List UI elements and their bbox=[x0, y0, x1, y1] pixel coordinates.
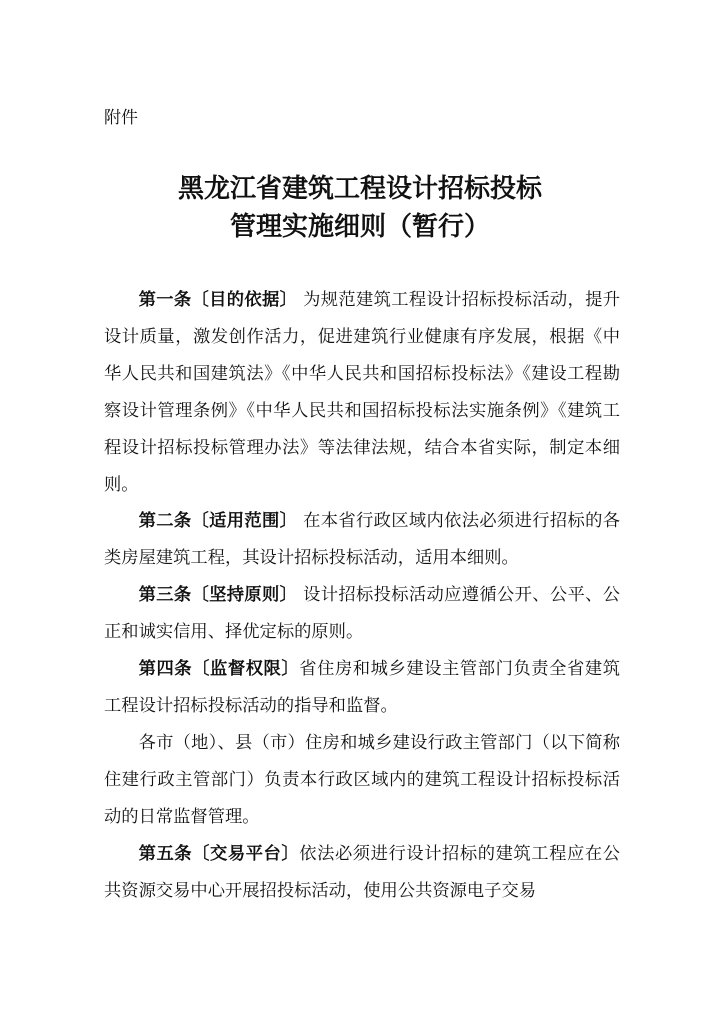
article-1 bbox=[104, 282, 620, 503]
article-5 bbox=[104, 836, 620, 910]
article-text: 依法必须进行设计招标的建筑工程应在公共资源交易中心开展招投标活动，使用公共资源电子交易 bbox=[104, 843, 620, 901]
article-heading: 第四条〔监督权限〕 bbox=[138, 659, 300, 680]
article-heading: 第三条〔坚持原则〕 bbox=[138, 585, 298, 606]
article-text: 在本省行政区域内依法必须进行招标的各类房屋建筑工程，其设计招标投标活动，适用本细则。 bbox=[104, 511, 620, 569]
article-heading: 第二条〔适用范围〕 bbox=[138, 511, 298, 532]
article-text: 设计招标投标活动应遵循公开、公平、公正和诚实信用、择优定标的原则。 bbox=[104, 585, 620, 643]
article-4-paragraph-2 bbox=[104, 725, 620, 836]
article-text: 省住房和城乡建设主管部门负责全省建筑工程设计招标投标活动的指导和监督。 bbox=[104, 659, 620, 716]
article-2 bbox=[104, 503, 620, 577]
article-heading: 第五条〔交易平台〕 bbox=[138, 843, 300, 864]
document-body bbox=[104, 282, 620, 909]
document-title-line-2: 管理实施细则（暂行） bbox=[230, 212, 491, 242]
article-4 bbox=[104, 651, 620, 725]
document-title-line-1: 黑龙江省建筑工程设计招标投标 bbox=[178, 174, 543, 204]
article-3 bbox=[104, 577, 620, 651]
article-heading: 第一条〔目的依据〕 bbox=[138, 290, 298, 310]
article-text: 各市（地）、县（市）住房和城乡建设行政主管部门（以下简称住建行政主管部门）负责本行政区域内的建筑工程设计招标投标活动的日常监督管理。 bbox=[104, 732, 620, 827]
attachment-label: 附件 bbox=[104, 108, 138, 128]
article-text: 为规范建筑工程设计招标投标活动，提升设计质量，激发创作活力，促进建筑行业健康有序发展，根据《中华人民共和国建筑法》《中华人民共和国招标投标法》《建设工程勘察设计管理条例》《中华人民共和国招标投标法实施条例》《建筑工程设计招标投标管理办法》等法律法规，结合本省实际，制定本细则。 bbox=[104, 290, 620, 495]
